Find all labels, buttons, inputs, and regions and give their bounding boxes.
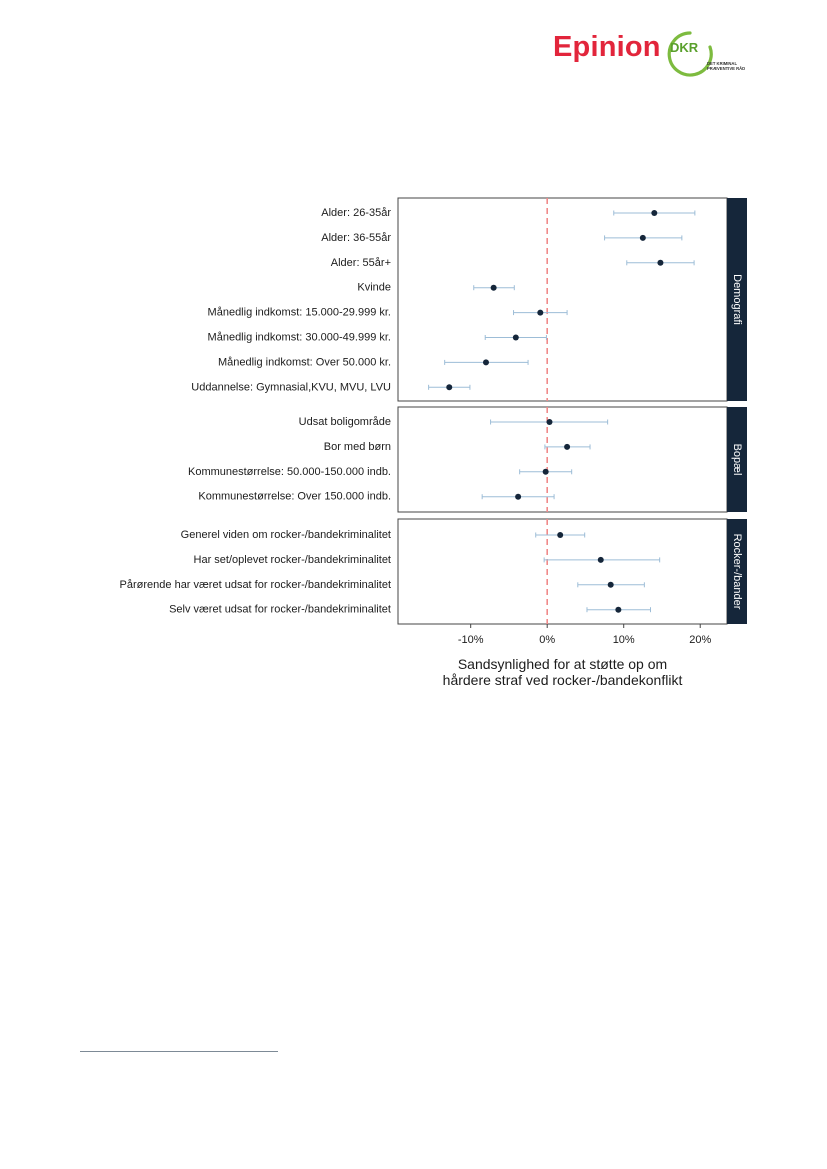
panel-frame-1 xyxy=(398,407,727,512)
estimate-point xyxy=(598,557,604,563)
estimate-point xyxy=(491,285,497,291)
x-tick-label: -10% xyxy=(457,634,484,646)
estimate-point xyxy=(640,235,646,241)
row-label: Selv været udsat for rocker-/bandekriminalitet xyxy=(169,603,391,616)
panel-frame-0 xyxy=(398,198,727,401)
estimate-point xyxy=(608,582,614,588)
estimate-point xyxy=(513,335,519,341)
estimate-point xyxy=(483,359,489,365)
row-label: Udsat boligområde xyxy=(298,416,391,428)
panel-label-0: Demografi xyxy=(731,274,743,325)
row-label: Kvinde xyxy=(357,281,391,294)
row-label: Kommunestørrelse: Over 150.000 indb. xyxy=(198,490,391,503)
epinion-logo: Epinion xyxy=(553,31,661,63)
dkr-logo-text: DKR xyxy=(670,40,699,55)
row-label: Alder: 36-55år xyxy=(321,231,391,244)
estimate-point xyxy=(564,444,570,450)
estimate-point xyxy=(657,260,663,266)
row-label: Månedlig indkomst: 15.000-29.999 kr. xyxy=(207,306,391,319)
estimate-point xyxy=(557,532,563,538)
dkr-subtitle-line-2: PRÆVENTIVE RÅD xyxy=(707,66,746,71)
x-tick-label: 0% xyxy=(539,634,556,646)
panel-label-1: Bopæl xyxy=(731,443,743,476)
estimate-point xyxy=(543,469,549,475)
row-label: Månedlig indkomst: Over 50.000 kr. xyxy=(217,356,391,369)
row-label: Kommunestørrelse: 50.000-150.000 indb. xyxy=(187,465,391,478)
estimate-point xyxy=(537,310,543,316)
row-label: Pårørende har været udsat for rocker-/bandekriminalitet xyxy=(119,578,391,591)
coefficient-chart xyxy=(0,190,827,700)
dkr-subtitle-line-1: DET KRIMINAL xyxy=(707,61,738,66)
estimate-point xyxy=(446,384,452,390)
estimate-point xyxy=(615,607,621,613)
x-tick-label: 20% xyxy=(689,634,712,646)
x-axis-title-line: hårdere straf ved rocker-/bandekonflikt xyxy=(442,672,683,688)
footnote-divider xyxy=(80,1051,278,1052)
estimate-point xyxy=(515,494,521,500)
x-tick-label: 10% xyxy=(612,634,635,646)
row-label: Uddannelse: Gymnasial,KVU, MVU, LVU xyxy=(191,381,391,394)
x-axis-title-line: Sandsynlighed for at støtte op om xyxy=(457,656,668,672)
row-label: Bor med børn xyxy=(323,440,391,453)
row-label: Generel viden om rocker-/bandekriminalitet xyxy=(180,529,391,541)
estimate-point xyxy=(546,419,552,425)
row-label: Alder: 26-35år xyxy=(321,207,391,219)
row-label: Månedlig indkomst: 30.000-49.999 kr. xyxy=(207,331,391,344)
row-label: Har set/oplevet rocker-/bandekriminalitet xyxy=(193,553,391,566)
panel-label-2: Rocker-/bander xyxy=(731,533,743,610)
row-label: Alder: 55år+ xyxy=(330,256,391,269)
estimate-point xyxy=(651,210,657,216)
dkr-logo-subtitle xyxy=(707,61,757,71)
